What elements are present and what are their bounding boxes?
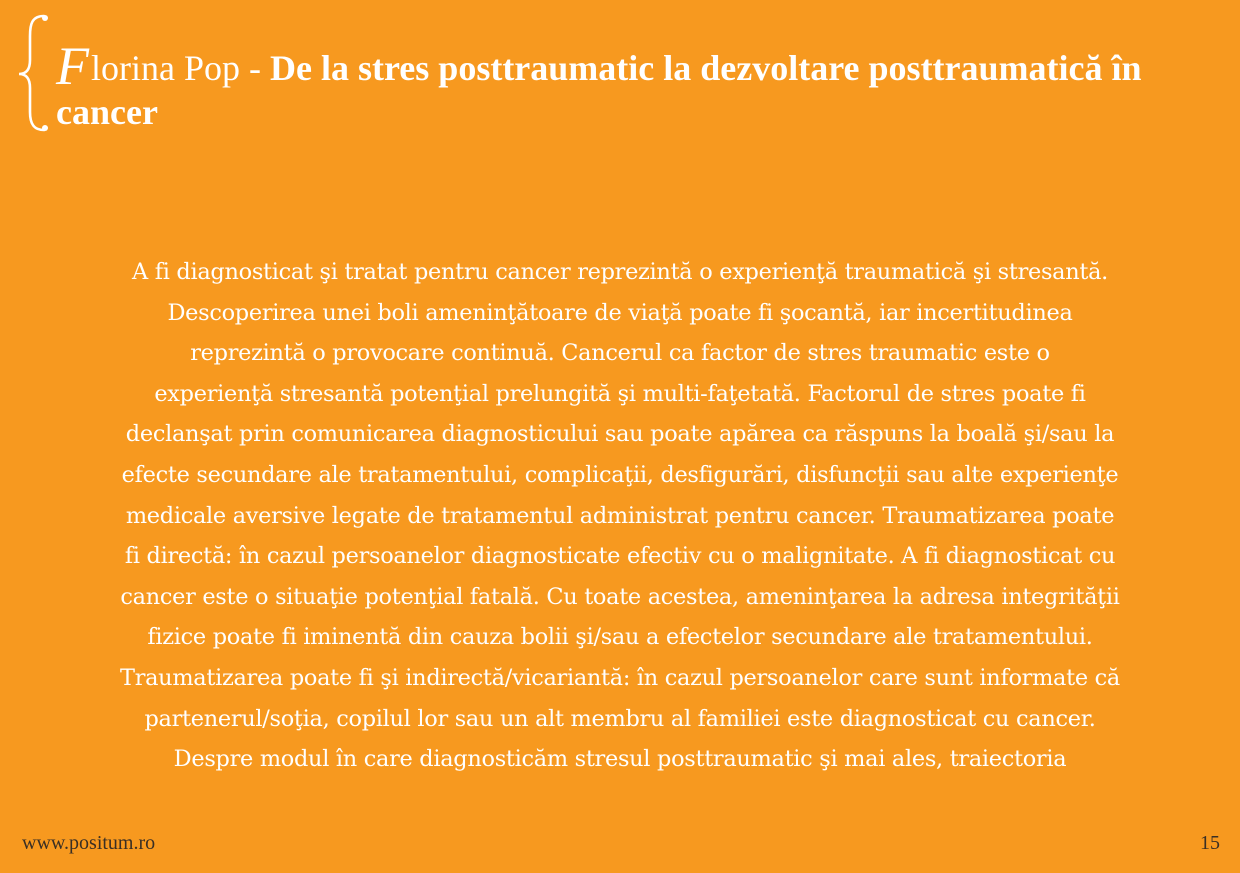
- author-initial: F: [56, 36, 89, 96]
- body-line: fi directă: în cazul persoanelor diagnosticate efectiv cu o malignitate. A fi diagnosticat cu: [124, 543, 1116, 570]
- page-title: [56, 36, 1206, 134]
- body-line: Despre modul în care diagnosticăm stresul posttraumatic şi mai ales, traiectoria: [173, 746, 1067, 773]
- article-title: De la stres posttraumatic la dezvoltare posttraumatică în cancer: [56, 48, 1142, 132]
- body-paragraph: [8, 252, 1232, 780]
- page-number: 15: [1200, 832, 1220, 854]
- body-line: declanşat prin comunicarea diagnosticului sau poate apărea ca răspuns la boală şi/sau la: [125, 421, 1115, 448]
- body-line: medicale aversive legate de tratamentul administrat pentru cancer. Traumatizarea poate: [125, 502, 1115, 529]
- body-line: partenerul/soţia, copilul lor sau un alt membru al familiei este diagnosticat cu cancer.: [144, 705, 1096, 732]
- body-line: Traumatizarea poate fi şi indirectă/vicariantă: în cazul persoanelor care sunt informate că: [120, 664, 1120, 691]
- author-name: lorina Pop: [91, 48, 240, 88]
- body-line: A fi diagnosticat şi tratat pentru cancer reprezintă o experienţă traumatică şi stresantă.: [131, 259, 1109, 285]
- website-link[interactable]: www.positum.ro: [22, 832, 156, 854]
- body-line: reprezintă o provocare continuă. Cancerul ca factor de stres traumatic este o: [190, 340, 1050, 367]
- body-line: fizice poate fi iminentă din cauza bolii şi/sau a efectelor secundare ale tratamentului.: [147, 624, 1093, 651]
- body-line: efecte secundare ale tratamentului, complicaţii, desfigurări, disfuncţii sau alte experienţe: [121, 461, 1119, 488]
- title-separator: -: [240, 48, 270, 88]
- body-line: Descoperirea unei boli ameninţătoare de viaţă poate fi şocantă, iar incertitudinea: [167, 299, 1073, 326]
- curly-brace-ornament: [14, 12, 50, 134]
- body-line: experienţă stresantă potenţial prelungită şi multi-faţetată. Factorul de stres poate fi: [154, 380, 1086, 407]
- body-line: cancer este o situaţie potenţial fatală. Cu toate acestea, ameninţarea la adresa integrităţii: [120, 583, 1120, 610]
